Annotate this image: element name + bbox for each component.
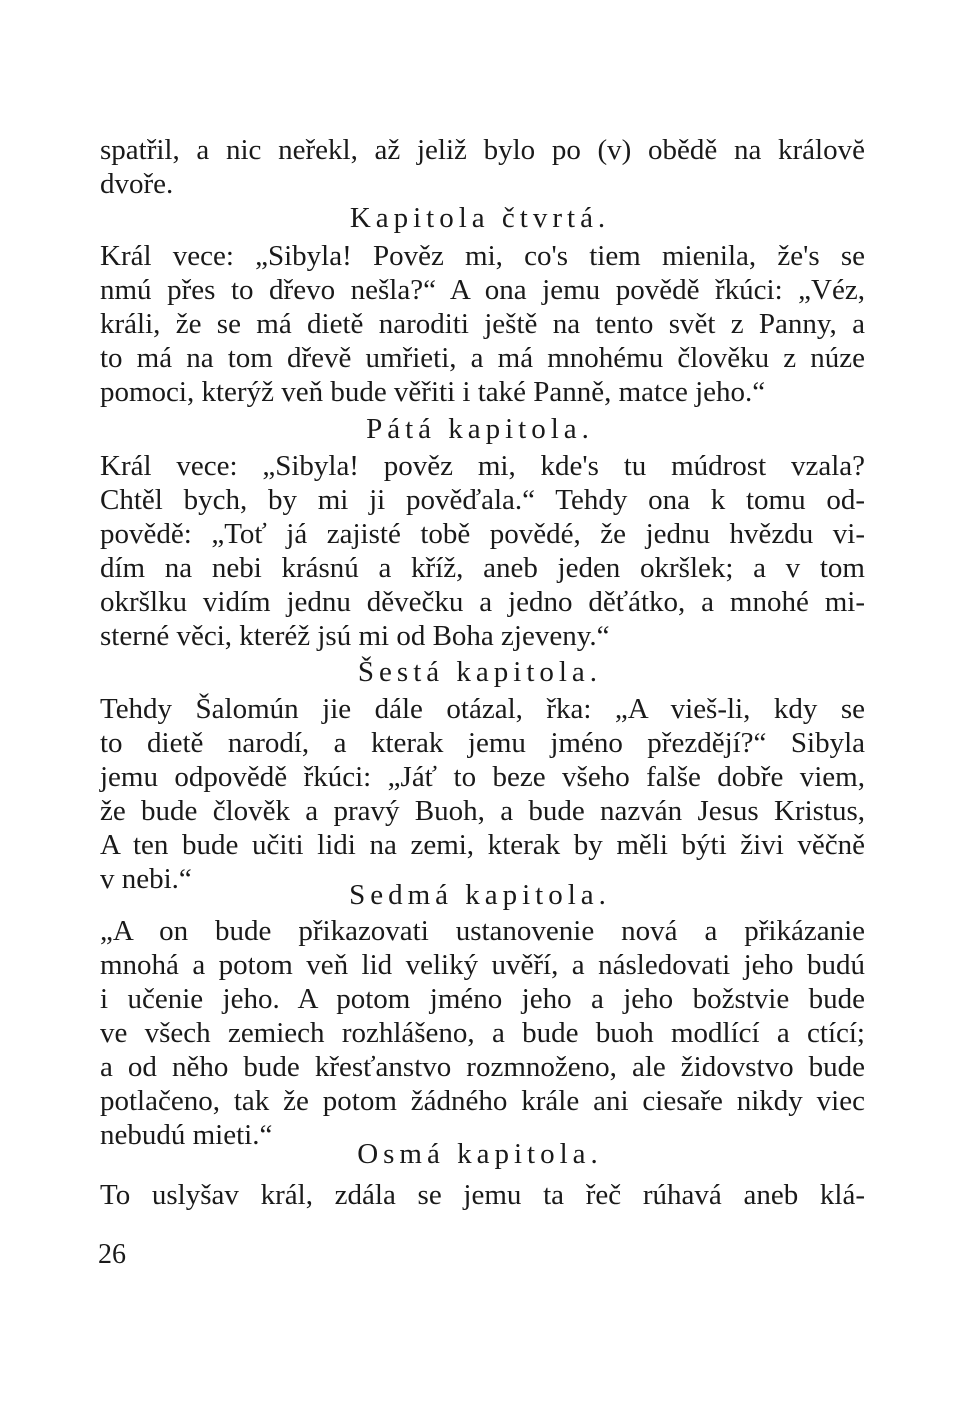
chapter-heading: Sedmá kapitola. xyxy=(349,879,611,911)
text-line: i učenie jeho. A potom jméno jeho a jeho božstvie bude xyxy=(100,983,865,1015)
text-line: že bude člověk a pravý Buoh, a bude nazván Jesus Kristus, xyxy=(100,795,865,827)
text-line: jemu odpovědě řkúci: „Jáť to beze všeho falše dobře viem, xyxy=(100,761,865,793)
text-line: nmú přes to dřevo nešla?“ A ona jemu povědě řkúci: „Véz, xyxy=(100,274,865,306)
text-line: to dietě narodí, a kterak jemu jméno přezdějí?“ Sibyla xyxy=(100,727,865,759)
text-line: Král vece: „Sibyla! Pověz mi, co's tiem mienila, že's se xyxy=(100,240,865,272)
text-line: A ten bude učiti lidi na zemi, kterak by měli býti živi věčně xyxy=(100,829,865,861)
text-line: Král vece: „Sibyla! pověz mi, kde's tu múdrost vzala? xyxy=(100,450,865,482)
text-line: nebudú mieti.“ xyxy=(100,1119,273,1151)
text-line: Chtěl bych, by mi ji pověďala.“ Tehdy ona k tomu od- xyxy=(100,484,865,516)
chapter-heading: Šestá kapitola. xyxy=(357,656,603,688)
chapter-heading: Pátá kapitola. xyxy=(366,413,594,445)
page-number: 26 xyxy=(98,1239,126,1270)
text-line: a od něho bude křesťanstvo rozmnoženo, ale židovstvo bude xyxy=(100,1051,865,1083)
text-line: pomoci, kterýž veň bude věřiti i také Panně, matce jeho.“ xyxy=(100,376,766,408)
chapter-heading: Kapitola čtvrtá. xyxy=(349,202,611,234)
text-line: to má na tom dřevě umřieti, a má mnohému člověku z núze xyxy=(100,342,865,374)
text-line: To uslyšav král, zdála se jemu ta řeč rúhavá aneb klá- xyxy=(100,1179,865,1211)
text-line: potlačeno, tak že potom žádného krále ani ciesaře nikdy viec xyxy=(100,1085,865,1117)
text-line: „A on bude přikazovati ustanovenie nová a přikázanie xyxy=(100,915,865,947)
text-line: spatřil, a nic neřekl, až jeliž bylo po (v) obědě na královĕ xyxy=(100,134,865,166)
text-line: králi, že se má dietě naroditi ještě na tento svět z Panny, a xyxy=(100,308,865,340)
text-line: dvoře. xyxy=(100,168,174,200)
text-line: okršlku vidím jednu děvečku a jedno děťátko, a mnohé mi- xyxy=(100,586,865,618)
text-line: Tehdy Šalomún jie dále otázal, řka: „A vieš-li, kdy se xyxy=(100,693,865,725)
text-line: v nebi.“ xyxy=(100,863,192,895)
text-line: ve všech zemiech rozhlášeno, a bude buoh modlící a ctící; xyxy=(100,1017,865,1049)
chapter-heading: Osmá kapitola. xyxy=(357,1138,603,1170)
text-line: sterné věci, kteréž jsú mi od Boha zjeveny.“ xyxy=(100,620,610,652)
text-line: povědě: „Toť já zajisté tobě povědé, že jednu hvězdu vi- xyxy=(100,518,865,550)
text-line: dím na nebi krásnú a kříž, aneb jeden okršlek; a v tom xyxy=(100,552,865,584)
text-line: mnohá a potom veň lid veliký uvěří, a následovati jeho budú xyxy=(100,949,865,981)
